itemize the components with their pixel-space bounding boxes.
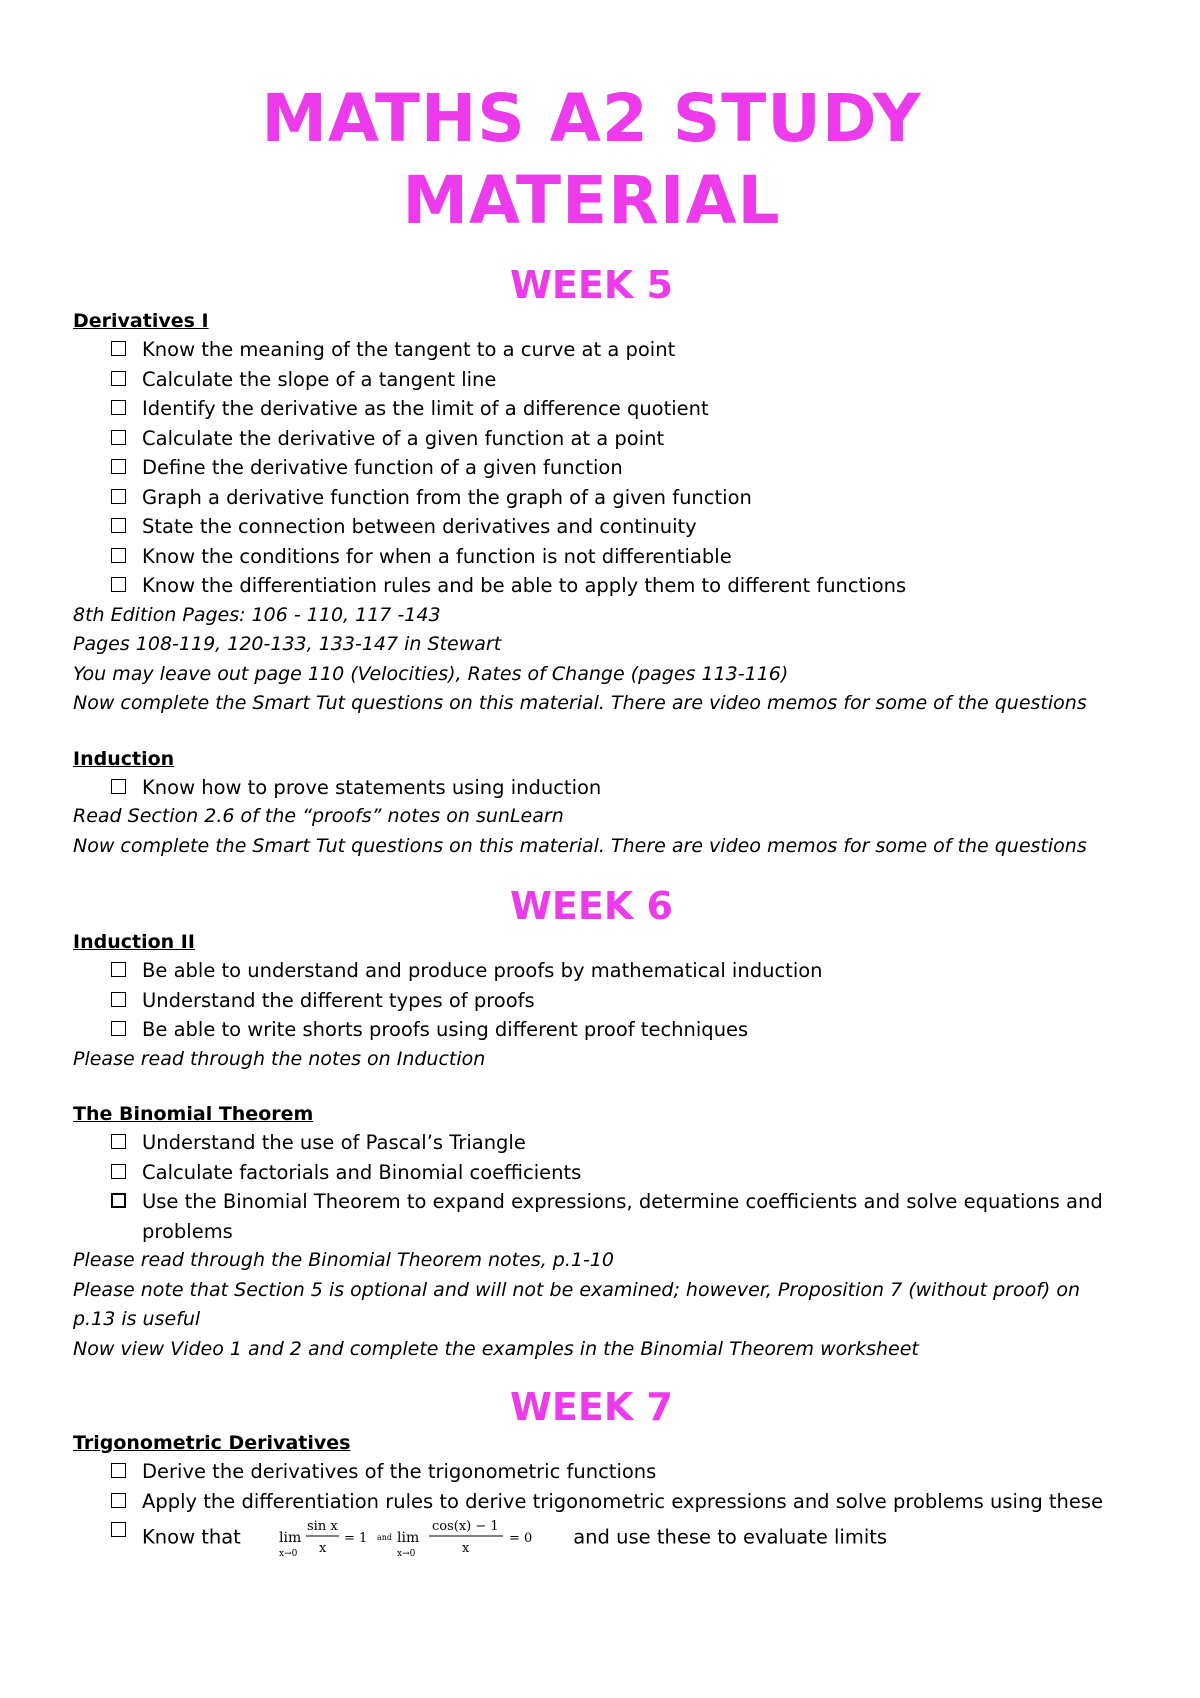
checklist-item (111, 571, 1110, 601)
fraction-numerator: cos(x) − 1 (432, 1519, 499, 1534)
section-heading: Trigonometric Derivatives (73, 1432, 351, 1454)
checklist-item-label: Identify the derivative as the limit of a difference quotient (142, 397, 709, 420)
section-trigonometric-derivatives (73, 1430, 1110, 1560)
fraction-denominator: x (462, 1541, 470, 1556)
checklist (73, 1457, 1110, 1560)
checklist-item-label: Know the differentiation rules and be able to apply them to different functions (142, 574, 907, 597)
checklist (73, 335, 1110, 601)
week-7-heading: WEEK 7 (510, 1385, 673, 1429)
fraction-denominator: x (319, 1541, 327, 1556)
checklist (73, 773, 1110, 803)
checkbox[interactable] (111, 1021, 126, 1036)
study-note: Now complete the Smart Tut questions on this material. There are video memos for some of the questions (73, 834, 1087, 857)
checklist-item (111, 542, 1110, 572)
checklist-item (111, 1128, 1110, 1158)
checklist-item-label: Know how to prove statements using induction (142, 775, 602, 799)
checklist-item (111, 1015, 1110, 1045)
checklist-item (111, 1158, 1110, 1188)
checklist-item (111, 773, 1110, 803)
checkbox[interactable] (111, 489, 126, 504)
checklist-item (111, 394, 1110, 424)
spacer (73, 1074, 1110, 1101)
checklist-item (111, 1516, 1110, 1560)
section-heading: Induction (73, 747, 175, 770)
checklist-item-label: Know the conditions for when a function is not differentiable (142, 544, 732, 568)
checkbox[interactable] (111, 518, 126, 533)
checklist-item-label: Understand the use of Pascal’s Triangle (142, 1131, 526, 1154)
fraction-numerator: sin x (307, 1519, 338, 1534)
checklist-item-label: Calculate the derivative of a given function at a point (142, 426, 665, 450)
checklist-item-label: Be able to understand and produce proofs by mathematical induction (142, 959, 823, 982)
lim-subscript: x→0 (279, 1549, 298, 1559)
formula-trail-text: and use these to evaluate limits (573, 1525, 888, 1549)
checkbox[interactable] (111, 962, 126, 977)
checklist-item-label: Know the meaning of the tangent to a curve at a point (142, 338, 676, 361)
checklist-item-label: State the connection between derivatives and continuity (142, 515, 697, 538)
section-heading: The Binomial Theorem (73, 1103, 314, 1125)
checklist-item (111, 1187, 1110, 1246)
checklist-item-label: Calculate the slope of a tangent line (142, 367, 497, 391)
checklist-item-label: Calculate factorials and Binomial coefficients (142, 1160, 582, 1184)
spacer (73, 719, 1110, 746)
checklist-item (111, 956, 1110, 986)
checklist-item-label: Graph a derivative function from the graph of a given function (142, 485, 752, 509)
checklist-item (111, 424, 1110, 454)
study-note: Please read through the Binomial Theorem notes, p.1-10 (73, 1249, 615, 1271)
checklist-item (111, 365, 1110, 395)
section-derivatives-i (73, 308, 1110, 719)
checkbox[interactable] (111, 1164, 126, 1179)
study-note: 8th Edition Pages: 106 - 110, 117 -143 (73, 603, 441, 626)
week-6-heading: WEEK 6 (510, 884, 673, 928)
checkbox[interactable] (111, 1463, 126, 1478)
study-note: Please note that Section 5 is optional and will not be examined; however, Proposition 7 (without proof) on p.13 is useful (73, 1278, 1081, 1330)
checkbox[interactable] (111, 459, 126, 474)
checkbox[interactable] (111, 992, 126, 1007)
checkbox[interactable] (111, 400, 126, 415)
document-title: MATHS A2 STUDY MATERIAL (261, 80, 922, 239)
checkbox[interactable] (111, 548, 126, 563)
checkbox[interactable] (111, 371, 126, 386)
lim-subscript: x→0 (397, 1549, 416, 1559)
checkbox[interactable] (111, 1193, 126, 1208)
week-5-heading: WEEK 5 (510, 263, 673, 307)
checkbox[interactable] (111, 430, 126, 445)
equals-value: = 1 (344, 1531, 368, 1546)
and-text: and (377, 1533, 393, 1542)
checklist-item (111, 1487, 1110, 1517)
checkbox[interactable] (111, 1522, 126, 1537)
lim-text: lim (279, 1530, 302, 1546)
checklist-item (111, 512, 1110, 542)
study-note: Pages 108-119, 120-133, 133-147 in Stewart (73, 633, 502, 655)
section-induction (73, 746, 1110, 862)
section-induction-ii (73, 929, 1110, 1074)
limits-formula (279, 1518, 549, 1562)
checkbox[interactable] (111, 577, 126, 592)
checklist-item-label: Define the derivative function of a given function (142, 456, 623, 479)
study-note: Please read through the notes on Induction (73, 1047, 486, 1070)
study-note: You may leave out page 110 (Velocities), Rates of Change (pages 113-116) (73, 662, 789, 685)
equals-value: = 0 (509, 1531, 533, 1546)
section-binomial-theorem (73, 1101, 1110, 1364)
section-heading: Derivatives I (73, 310, 209, 332)
checkbox[interactable] (111, 1134, 126, 1149)
checkbox[interactable] (111, 779, 126, 794)
checklist-item (111, 1457, 1110, 1487)
checklist-item-label: Understand the different types of proofs (142, 988, 535, 1012)
checklist (73, 1128, 1110, 1246)
checklist-item (111, 335, 1110, 365)
checklist-item (111, 986, 1110, 1016)
study-note: Now complete the Smart Tut questions on this material. There are video memos for some of the questions (73, 692, 1087, 714)
section-heading: Induction II (73, 931, 195, 953)
checklist-item-label: Be able to write shorts proofs using different proof techniques (142, 1018, 749, 1041)
checklist-item-label: Apply the differentiation rules to derive trigonometric expressions and solve problems using these (142, 1489, 1104, 1513)
checklist-item (111, 483, 1110, 513)
study-note: Read Section 2.6 of the “proofs” notes on sunLearn (73, 805, 564, 827)
checkbox[interactable] (111, 1493, 126, 1508)
checklist-item-label: Derive the derivatives of the trigonometric functions (142, 1460, 657, 1483)
checklist-item-label: Use the Binomial Theorem to expand expressions, determine coefficients and solve equations and problems (142, 1190, 1103, 1243)
study-note: Now view Video 1 and 2 and complete the examples in the Binomial Theorem worksheet (73, 1337, 919, 1360)
checkbox[interactable] (111, 341, 126, 356)
formula-lead-text: Know that (142, 1525, 241, 1549)
lim-text: lim (397, 1530, 420, 1546)
checklist-item-label (142, 1516, 887, 1560)
checklist (73, 956, 1110, 1045)
checklist-item (111, 453, 1110, 483)
